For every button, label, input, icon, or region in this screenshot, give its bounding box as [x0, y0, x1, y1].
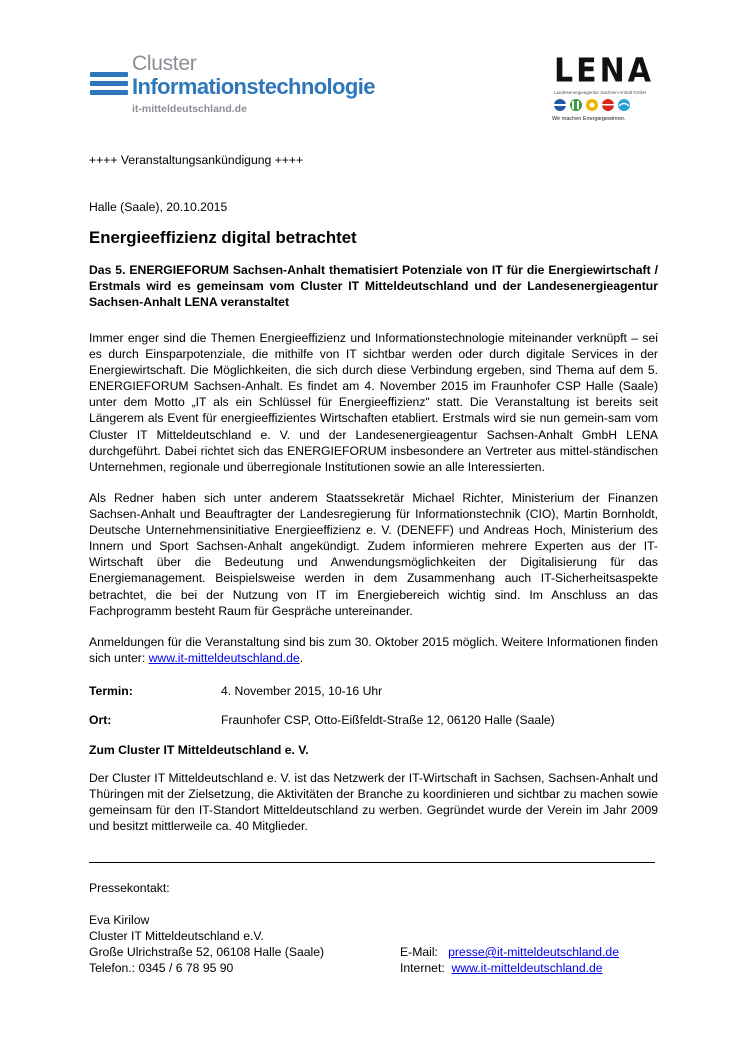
- email-label: E-Mail:: [400, 945, 438, 959]
- termin-label: Termin:: [89, 684, 133, 698]
- announcement-line: ++++ Veranstaltungsankündigung ++++: [89, 153, 304, 167]
- headline: Energieeffizienz digital betrachtet: [89, 228, 357, 247]
- website-link[interactable]: www.it-mitteldeutschland.de: [148, 651, 300, 666]
- contact-name: Eva Kirilow: [89, 913, 150, 927]
- registration-end: .: [299, 651, 304, 666]
- cluster-logo-line2: Informationstechnologie: [132, 74, 375, 99]
- about-heading: Zum Cluster IT Mitteldeutschland e. V.: [89, 743, 309, 757]
- dateline: Halle (Saale), 20.10.2015: [89, 200, 228, 214]
- lena-energy-icons: [552, 98, 632, 112]
- cluster-logo-domain: it-mitteldeutschland.de: [132, 103, 247, 115]
- registration-text: Anmeldungen für die Veranstaltung sind bis zum 30. Oktober 2015 möglich. Weitere Informationen finden sich unter:: [89, 635, 658, 666]
- cluster-logo-line1: Cluster: [132, 52, 197, 75]
- paragraph-about: Der Cluster IT Mitteldeutschland e. V. ist das Netzwerk der IT-Wirtschaft in Sachsen, Sachsen-Anhalt und Thüringen mit der Zielsetzung, die Aktivitäten der Branche zu koordinieren und sichtbar zu machen sowie gemeinsam für den IT-Standort Mitteldeutschland zu werben. Gegründet wurde der Verein im Jahr 2009 und besitzt mittlerweile ca. 40 Mitglieder.: [89, 771, 658, 834]
- contact-heading: Pressekontakt:: [89, 881, 170, 895]
- ort-value: Fraunhofer CSP, Otto-Eißfeldt-Straße 12, 06120 Halle (Saale): [221, 713, 555, 727]
- lena-logo-word: LENA: [554, 52, 654, 91]
- contact-org: Cluster IT Mitteldeutschland e.V.: [89, 929, 264, 943]
- subheadline: Das 5. ENERGIEFORUM Sachsen-Anhalt thematisiert Potenziale von IT für die Energiewirtschaft / Erstmals wird es gemeinsam vom Cluster IT Mitteldeutschland und der Landesenergieagentur Sachsen-Anhalt LENA veranstaltet: [89, 263, 658, 310]
- paragraph-intro: Immer enger sind die Themen Energieeffizienz und Informationstechnologie miteinander verknüpft – sei es durch Einsparpotenziale, die mithilfe von IT sichtbar werden oder durch digitale Services in der Energiewirtschaft. Die Möglichkeiten, die sich durch diese Verbindung ergeben, sind Thema auf dem 5. ENERGIEFORUM Sachsen-Anhalt. Es findet am 4. November 2015 im Fraunhofer CSP Halle (Saale) unter dem Motto „IT als ein Schlüssel für Energieeffizienz" statt. Die Veranstaltung ist bereits seit Längerem als Event für energieeffizientes Wirtschaften etabliert. Erstmals wird sie nun gemein-sam vom Cluster IT Mitteldeutschland e. V. und der Landesenergieagentur Sachsen-Anhalt GmbH LENA durchgeführt. Dabei richtet sich das ENERGIEFORUM insbesondere an Vertreter aus mittel-ständischen Unternehmen, regionale und überregionale Institutionen sowie an alle Interessierten.: [89, 331, 658, 474]
- ort-label: Ort:: [89, 713, 112, 727]
- contact-internet-row: [400, 960, 603, 976]
- cluster-it-logo: [90, 52, 400, 122]
- contact-address: Große Ulrichstraße 52, 06108 Halle (Saale): [89, 945, 325, 959]
- divider-line: [89, 862, 655, 863]
- internet-label: Internet:: [400, 961, 445, 975]
- email-link[interactable]: presse@it-mitteldeutschland.de: [448, 945, 619, 959]
- paragraph-registration: [89, 634, 658, 666]
- lena-logo-tagline: Wir machen Energiegewinner.: [552, 116, 626, 122]
- paragraph-speakers: Als Redner haben sich unter anderem Staatssekretär Michael Richter, Ministerium der Finanzen Sachsen-Anhalt und Beauftragter der Landesregierung für Informationstechnik (CIO), Martin Bornholdt, Deutsche Unternehmensinitiative Energieeffizienz e. V. (DENEFF) und Andreas Hoch, Ministerium des Innern und Sport Sachsen-Anhalt angekündigt. Zudem informieren mehrere Experten aus der IT-Wirtschaft über die Bedeutung und Anwendungsmöglichkeiten der Digitalisierung für das Energiemanagement. Beispielsweise werden in dem Zusammenhang auch IT-Sicherheitsaspekte betrachtet, die bei der Nutzung von IT im Energiebereich wichtig sind. Im Anschluss an das Fachprogramm besteht Raum für Gespräche untereinander.: [89, 491, 658, 618]
- lena-logo-subline: Landesenergieagentur Sachsen-Anhalt GmbH: [554, 90, 647, 95]
- cluster-bars-icon: [90, 72, 128, 100]
- lena-logo: [548, 52, 654, 130]
- contact-phone: Telefon.: 0345 / 6 78 95 90: [89, 961, 234, 975]
- termin-value: 4. November 2015, 10-16 Uhr: [221, 684, 383, 698]
- contact-email-row: [400, 944, 619, 960]
- internet-link[interactable]: www.it-mitteldeutschland.de: [451, 961, 603, 975]
